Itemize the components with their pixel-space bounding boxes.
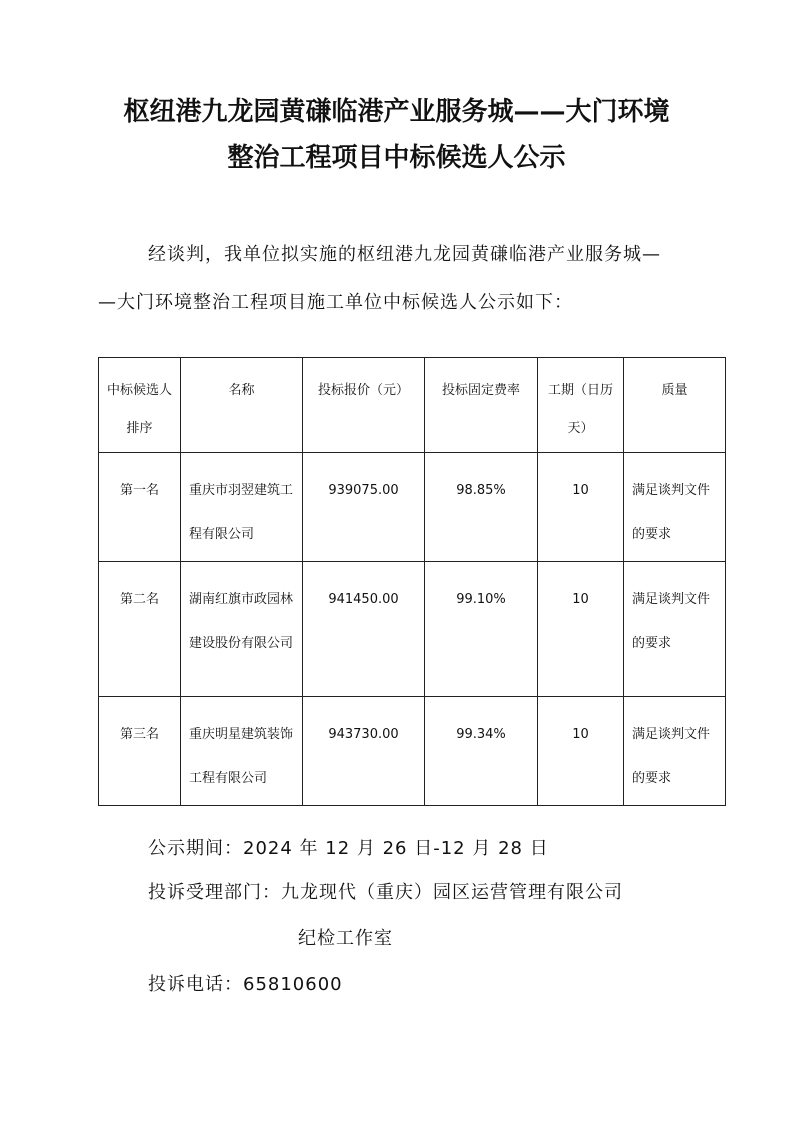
table-row (99, 562, 726, 697)
cell-fixed-rate: 99.10% (425, 562, 538, 697)
cell-quality: 满足谈判文件的要求 (624, 453, 726, 562)
header-quality: 质量 (624, 358, 726, 453)
document-title-line2: 整治工程项目中标候选人公示 (227, 143, 566, 173)
header-duration: 工期（日历天） (538, 358, 624, 453)
header-bid-price: 投标报价（元） (303, 358, 425, 453)
header-fixed-rate: 投标固定费率 (425, 358, 538, 453)
cell-rank: 第二名 (99, 562, 181, 697)
intro-paragraph-line1: 经谈判，我单位拟实施的枢纽港九龙园黄磏临港产业服务城— (148, 244, 661, 265)
cell-company: 重庆明星建筑装饰工程有限公司 (181, 697, 303, 806)
cell-fixed-rate: 98.85% (425, 453, 538, 562)
cell-rank: 第一名 (99, 453, 181, 562)
cell-bid-price: 939075.00 (303, 453, 425, 562)
cell-quality: 满足谈判文件的要求 (624, 562, 726, 697)
cell-rank: 第三名 (99, 697, 181, 806)
header-name: 名称 (181, 358, 303, 453)
table-row (99, 697, 726, 806)
header-rank: 中标候选人排序 (99, 358, 181, 453)
complaint-department: 投诉受理部门：九龙现代（重庆）园区运营管理有限公司 (148, 882, 623, 903)
cell-company: 湖南红旗市政园林建设股份有限公司 (181, 562, 303, 697)
cell-duration: 10 (538, 697, 624, 806)
complaint-department-office: 纪检工作室 (298, 928, 393, 949)
complaint-phone: 投诉电话：65810600 (148, 974, 343, 995)
cell-bid-price: 941450.00 (303, 562, 425, 697)
table-header-row (99, 358, 726, 453)
notice-period: 公示期间：2024 年 12 月 26 日-12 月 28 日 (148, 838, 549, 859)
cell-quality: 满足谈判文件的要求 (624, 697, 726, 806)
candidate-table (98, 357, 726, 806)
cell-bid-price: 943730.00 (303, 697, 425, 806)
table-row (99, 453, 726, 562)
document-title-line1: 枢纽港九龙园黄磏临港产业服务城——大门环境 (123, 97, 670, 127)
cell-duration: 10 (538, 453, 624, 562)
cell-company: 重庆市羽翌建筑工程有限公司 (181, 453, 303, 562)
intro-paragraph-line2: —大门环境整治工程项目施工单位中标候选人公示如下： (98, 292, 573, 313)
cell-duration: 10 (538, 562, 624, 697)
cell-fixed-rate: 99.34% (425, 697, 538, 806)
